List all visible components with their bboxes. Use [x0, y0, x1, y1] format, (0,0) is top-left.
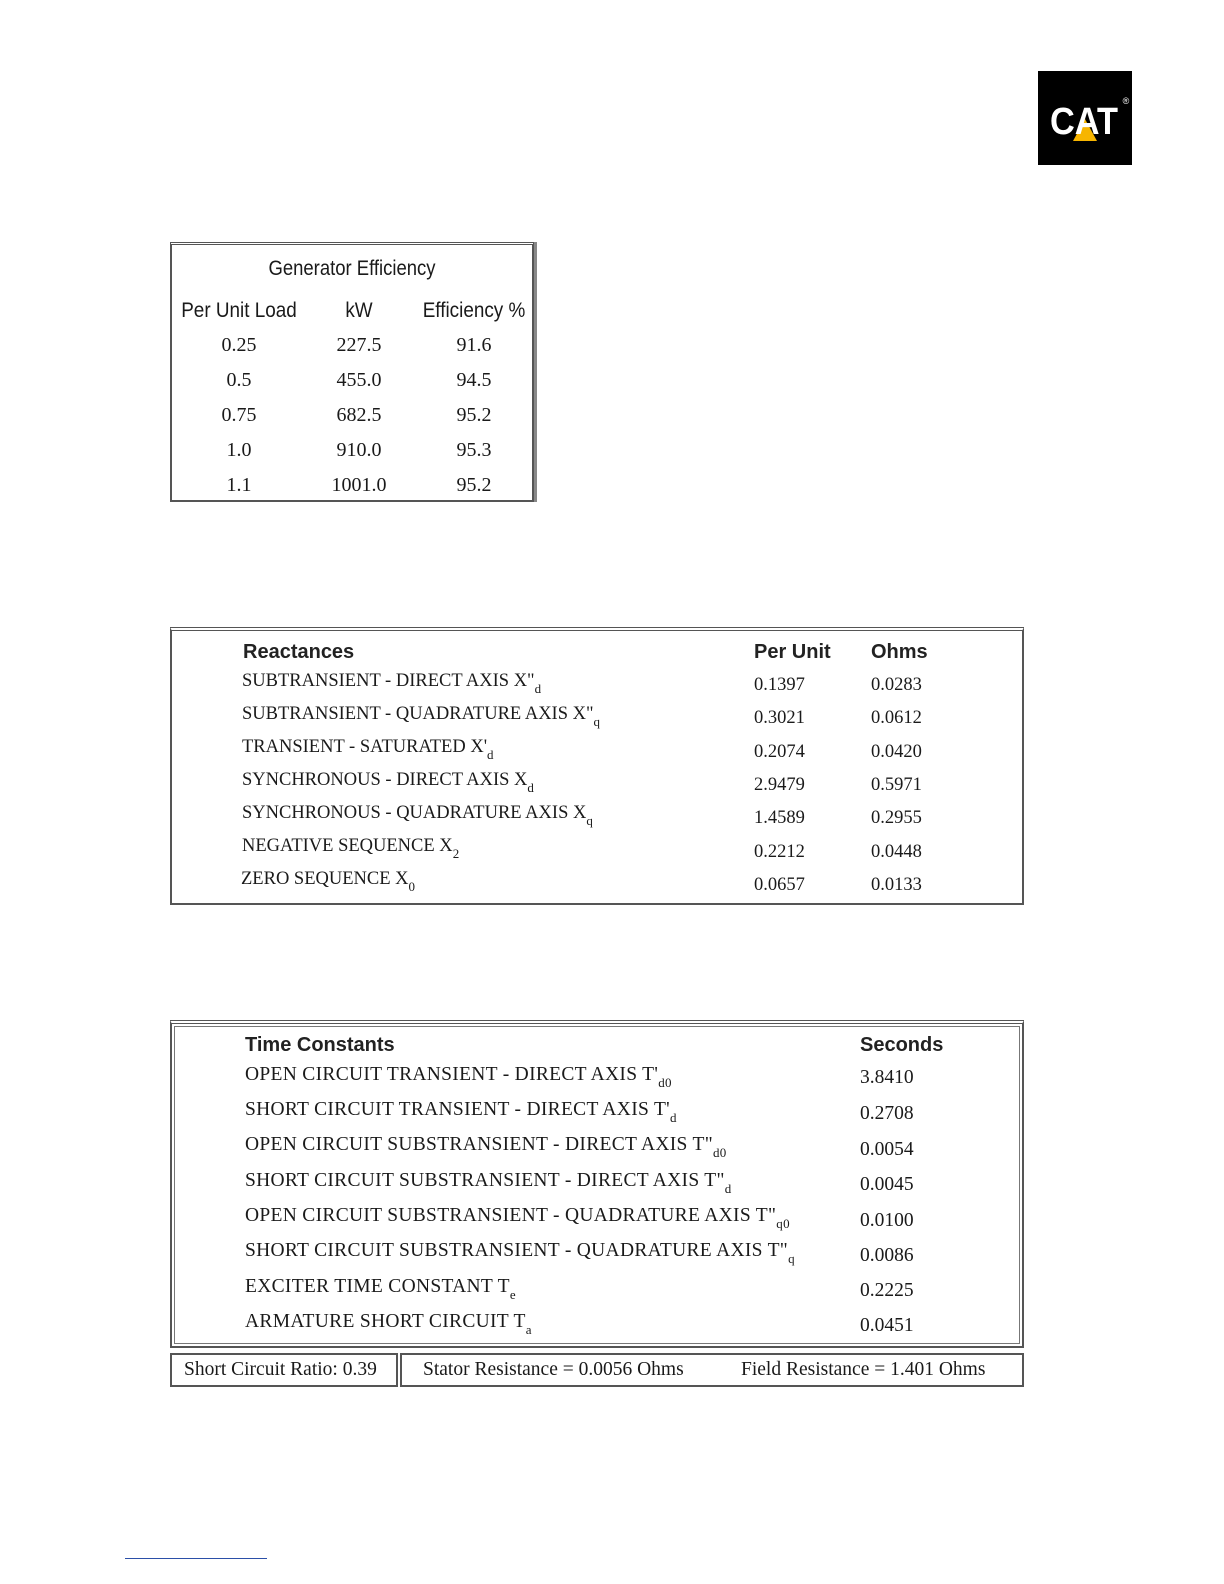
- time-constant-label: SHORT CIRCUIT TRANSIENT - DIRECT AXIS $T'_d$: [245, 1099, 677, 1125]
- cat-logo: [1038, 71, 1132, 165]
- time-constant-label: EXCITER TIME CONSTANT $T_e$: [245, 1276, 516, 1302]
- table-row: [172, 369, 532, 399]
- table-row: [172, 770, 1022, 800]
- seconds-value: 0.0045: [860, 1174, 914, 1195]
- ohms-value: 0.0420: [871, 742, 922, 762]
- field-resistance: Field Resistance = 1.401 Ohms: [741, 1359, 986, 1380]
- reactance-label: SUBTRANSIENT - QUADRATURE AXIS $X"_q$: [242, 704, 601, 729]
- cell-kw: 682.5: [336, 404, 382, 426]
- reactances-table: [170, 627, 1024, 905]
- cell-efficiency: 95.2: [456, 474, 492, 496]
- table-row: [172, 1064, 1022, 1094]
- time-constant-label: SHORT CIRCUIT SUBSTRANSIENT - QUADRATURE AXIS $T"_q$: [245, 1240, 795, 1266]
- header-per-unit-load: Per Unit Load: [181, 299, 297, 322]
- ohms-value: 0.0283: [871, 675, 922, 695]
- reactance-label: SYNCHRONOUS - DIRECT AXIS $X_d$: [242, 770, 534, 795]
- reactance-label: SYNCHRONOUS - QUADRATURE AXIS $X_q$: [242, 803, 593, 828]
- cat-logo-text: CAT: [1050, 101, 1118, 143]
- seconds-value: 0.2225: [860, 1280, 914, 1301]
- cell-load: 0.75: [221, 404, 257, 426]
- cell-kw: 455.0: [336, 369, 382, 391]
- time-constants-table: [170, 1020, 1024, 1348]
- reactance-label: NEGATIVE SEQUENCE $X_2$: [242, 836, 460, 861]
- time-constant-label: SHORT CIRCUIT SUBSTRANSIENT - DIRECT AXIS $T"_d$: [245, 1170, 732, 1196]
- cell-kw: 227.5: [336, 334, 382, 356]
- table-row: [172, 836, 1022, 866]
- header-time-constants: Time Constants: [245, 1034, 395, 1056]
- time-constant-label: OPEN CIRCUIT SUBSTRANSIENT - DIRECT AXIS $T"_{d0}$: [245, 1134, 727, 1160]
- table-row: [172, 334, 532, 364]
- resistance-box: [400, 1353, 1024, 1387]
- header-efficiency: Efficiency %: [422, 299, 526, 322]
- reactance-label: ZERO SEQUENCE $X_0$: [241, 869, 416, 894]
- header-per-unit: Per Unit: [754, 641, 831, 663]
- ohms-value: 0.0133: [871, 875, 922, 895]
- table-row: [172, 1134, 1022, 1164]
- ohms-value: 0.0612: [871, 708, 922, 728]
- time-constant-label: OPEN CIRCUIT TRANSIENT - DIRECT AXIS $T'_{d0}$: [245, 1064, 672, 1090]
- per-unit-value: 1.4589: [754, 808, 805, 828]
- table-row: [172, 1099, 1022, 1129]
- table-row: [172, 1311, 1022, 1341]
- reactances-header-row: [172, 641, 1022, 671]
- seconds-value: 0.0054: [860, 1139, 914, 1160]
- header-kw: kW: [345, 299, 373, 322]
- seconds-value: 0.0451: [860, 1315, 914, 1336]
- table-row: [172, 1276, 1022, 1306]
- cell-efficiency: 91.6: [456, 334, 492, 356]
- cat-logo-registered: ®: [1122, 96, 1130, 106]
- table-row: [172, 671, 1022, 701]
- cell-efficiency: 95.3: [456, 439, 492, 461]
- table-row: [172, 1170, 1022, 1200]
- table-row: [172, 439, 532, 469]
- ohms-value: 0.2955: [871, 808, 922, 828]
- efficiency-header-row: [172, 299, 532, 329]
- per-unit-value: 0.1397: [754, 675, 805, 695]
- ohms-value: 0.0448: [871, 842, 922, 862]
- cell-efficiency: 94.5: [456, 369, 492, 391]
- time-constant-label: OPEN CIRCUIT SUBSTRANSIENT - QUADRATURE AXIS $T"_{q0}$: [245, 1205, 790, 1231]
- seconds-value: 0.0100: [860, 1210, 914, 1231]
- seconds-value: 3.8410: [860, 1067, 914, 1088]
- table-row: [172, 1240, 1022, 1270]
- per-unit-value: 2.9479: [754, 775, 805, 795]
- reactance-label: TRANSIENT - SATURATED $X'_d$: [242, 737, 494, 762]
- header-seconds: Seconds: [860, 1034, 944, 1056]
- efficiency-title: Generator Efficiency: [268, 257, 436, 280]
- cell-load: 1.1: [226, 474, 252, 496]
- seconds-value: 0.2708: [860, 1103, 914, 1124]
- per-unit-value: 0.3021: [754, 708, 805, 728]
- header-reactances: Reactances: [243, 641, 355, 663]
- table-row: [172, 404, 532, 434]
- reactance-label: SUBTRANSIENT - DIRECT AXIS $X"_d$: [242, 671, 542, 696]
- seconds-value: 0.0086: [860, 1245, 914, 1266]
- per-unit-value: 0.2074: [754, 742, 805, 762]
- short-circuit-ratio: Short Circuit Ratio: 0.39: [170, 1353, 398, 1387]
- per-unit-value: 0.2212: [754, 842, 805, 862]
- table-row: [172, 1205, 1022, 1235]
- per-unit-value: 0.0657: [754, 875, 805, 895]
- table-row: [172, 869, 1022, 899]
- cell-load: 0.5: [226, 369, 252, 391]
- cell-efficiency: 95.2: [456, 404, 492, 426]
- cell-load: 1.0: [226, 439, 252, 461]
- cell-kw: 910.0: [336, 439, 382, 461]
- ohms-value: 0.5971: [871, 775, 922, 795]
- cell-kw: 1001.0: [331, 474, 387, 496]
- time-constant-label: ARMATURE SHORT CIRCUIT $T_a$: [245, 1311, 532, 1337]
- stator-resistance: Stator Resistance = 0.0056 Ohms: [423, 1359, 684, 1380]
- generator-efficiency-table: [170, 242, 534, 502]
- header-ohms: Ohms: [871, 641, 928, 663]
- table-row: [172, 704, 1022, 734]
- footnote-separator: [125, 1558, 267, 1559]
- cell-load: 0.25: [221, 334, 257, 356]
- time-constants-header-row: [172, 1034, 1022, 1064]
- table-row: [172, 474, 532, 504]
- table-row: [172, 803, 1022, 833]
- table-row: [172, 737, 1022, 767]
